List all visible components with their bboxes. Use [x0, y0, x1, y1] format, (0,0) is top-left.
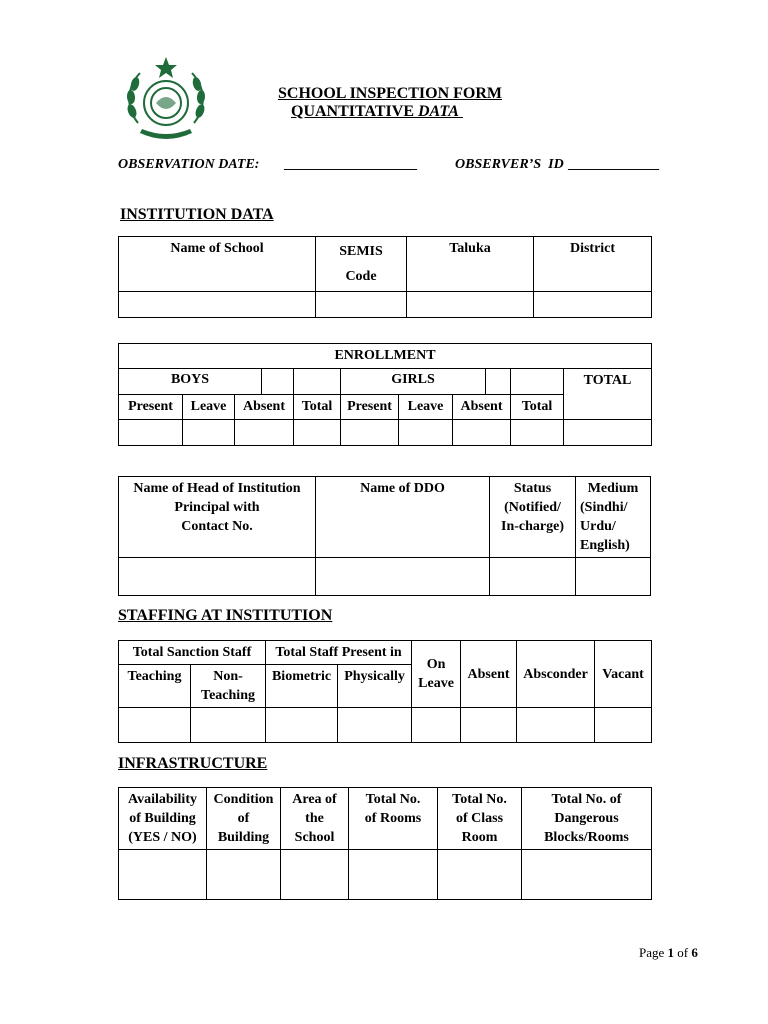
taluka-input[interactable] — [407, 292, 534, 318]
subtitle-italic: DATA — [417, 103, 459, 120]
input-cell[interactable] — [183, 420, 235, 446]
girls-absent: Absent — [453, 395, 511, 420]
medium-line-3: Urdu/ — [580, 519, 616, 534]
input-cell[interactable] — [235, 420, 294, 446]
dangerous-blocks-header — [522, 788, 652, 850]
input-cell[interactable] — [281, 850, 349, 900]
boys-label: BOYS — [119, 369, 262, 394]
availability-header — [119, 788, 207, 850]
on-leave-line-2: Leave — [418, 676, 454, 691]
input-cell[interactable] — [294, 420, 341, 446]
absent-header: Absent — [461, 641, 517, 708]
sindh-government-emblem-icon — [118, 53, 214, 149]
head-institution-table — [118, 476, 651, 596]
medium-input[interactable] — [576, 558, 651, 596]
institution-heading: INSTITUTION DATA — [120, 206, 274, 223]
condition-line-2: of — [237, 811, 250, 826]
head-name-input[interactable] — [119, 558, 316, 596]
form-title: SCHOOL INSPECTION FORM — [278, 85, 503, 102]
enrollment-table — [118, 343, 652, 446]
boys-present: Present — [119, 395, 183, 420]
status-line-3: In-charge) — [501, 519, 564, 534]
dangerous-line-1: Total No. of — [551, 792, 622, 807]
staffing-heading: STAFFING AT INSTITUTION — [118, 607, 333, 624]
medium-line-2: (Sindhi/ — [580, 500, 628, 515]
input-cell[interactable] — [119, 850, 207, 900]
input-cell[interactable] — [341, 420, 399, 446]
input-cell[interactable] — [119, 708, 191, 743]
observation-date-field[interactable]: ___________________ — [284, 157, 417, 172]
header-district: District — [534, 237, 652, 292]
staff-present-header: Total Staff Present in — [266, 641, 412, 665]
ddo-header: Name of DDO — [316, 477, 490, 558]
input-cell[interactable] — [207, 850, 281, 900]
observer-id-label: OBSERVER’S ID — [455, 157, 564, 172]
vacant-header: Vacant — [595, 641, 652, 708]
medium-line-1: Medium — [587, 481, 639, 496]
condition-line-3: Building — [217, 830, 270, 845]
status-line-1: Status — [513, 481, 552, 496]
infrastructure-table — [118, 787, 652, 900]
staffing-table — [118, 640, 652, 743]
status-header — [490, 477, 576, 558]
input-cell[interactable] — [522, 850, 652, 900]
rooms-line-2: of Rooms — [364, 811, 422, 826]
page-number — [639, 945, 698, 961]
availability-line-3: (YES / NO) — [128, 830, 197, 845]
observer-id-field[interactable]: _____________ — [568, 157, 659, 172]
teaching-header: Teaching — [119, 665, 191, 708]
status-line-2: (Notified/ — [504, 500, 561, 515]
input-cell[interactable] — [412, 708, 461, 743]
on-leave-line-1: On — [426, 657, 446, 672]
ddo-name-input[interactable] — [316, 558, 490, 596]
observation-date-label: OBSERVATION DATE: — [118, 157, 260, 172]
status-input[interactable] — [490, 558, 576, 596]
input-cell[interactable] — [461, 708, 517, 743]
input-cell[interactable] — [266, 708, 338, 743]
total-header: TOTAL — [564, 369, 652, 420]
class-room-header — [438, 788, 522, 850]
page-prefix: Page — [639, 945, 668, 960]
infrastructure-heading: INFRASTRUCTURE — [118, 755, 268, 772]
area-line-1: Area of — [292, 792, 337, 807]
form-subtitle — [291, 103, 463, 121]
head-line-1: Name of Head of Institution — [133, 481, 301, 496]
on-leave-header — [412, 641, 461, 708]
code-label: Code — [345, 269, 377, 284]
header-semis-code — [316, 237, 407, 292]
availability-line-1: Availability — [128, 792, 197, 807]
medium-header — [576, 477, 651, 558]
semis-label: SEMIS — [339, 244, 383, 259]
institution-table — [118, 236, 652, 318]
boys-absent: Absent — [235, 395, 294, 420]
rooms-header — [349, 788, 438, 850]
header-taluka: Taluka — [407, 237, 534, 292]
input-cell[interactable] — [349, 850, 438, 900]
input-cell[interactable] — [595, 708, 652, 743]
rooms-line-1: Total No. — [365, 792, 421, 807]
class-room-line-1: Total No. — [452, 792, 507, 807]
semis-code-input[interactable] — [316, 292, 407, 318]
physically-header: Physically — [338, 665, 412, 708]
boys-header — [119, 369, 294, 395]
input-cell[interactable] — [399, 420, 453, 446]
area-header — [281, 788, 349, 850]
page-current: 1 — [667, 945, 675, 960]
input-cell[interactable] — [511, 420, 564, 446]
condition-line-1: Condition — [213, 792, 274, 807]
subtitle-prefix: QUANTITATIVE — [291, 103, 418, 120]
girls-present: Present — [341, 395, 399, 420]
medium-line-4: English) — [580, 538, 630, 553]
head-line-2: Principal with — [174, 500, 260, 515]
input-cell[interactable] — [438, 850, 522, 900]
enrollment-title: ENROLLMENT — [119, 344, 652, 369]
class-room-line-3: Room — [461, 830, 498, 845]
input-cell[interactable] — [338, 708, 412, 743]
boys-blank-cell — [294, 369, 341, 395]
class-room-line-2: of Class — [455, 811, 504, 826]
girls-leave: Leave — [399, 395, 453, 420]
dangerous-line-2: Dangerous — [554, 811, 619, 826]
dangerous-line-3: Blocks/Rooms — [544, 830, 629, 845]
input-cell[interactable] — [191, 708, 266, 743]
non-teaching-line-2: Teaching — [201, 688, 255, 703]
page-total: 6 — [691, 945, 698, 960]
sanction-staff-header: Total Sanction Staff — [119, 641, 266, 665]
girls-label: GIRLS — [341, 369, 486, 394]
area-line-2: the — [305, 811, 324, 826]
header-name-of-school: Name of School — [119, 237, 316, 292]
non-teaching-line-1: Non- — [213, 669, 243, 684]
head-line-3: Contact No. — [181, 519, 253, 534]
school-name-input[interactable] — [119, 292, 316, 318]
input-cell[interactable] — [453, 420, 511, 446]
boys-total: Total — [294, 395, 341, 420]
area-line-3: School — [294, 830, 335, 845]
condition-header — [207, 788, 281, 850]
input-cell[interactable] — [119, 420, 183, 446]
absconder-header: Absconder — [517, 641, 595, 708]
non-teaching-header — [191, 665, 266, 708]
district-input[interactable] — [534, 292, 652, 318]
girls-blank-cell — [511, 369, 564, 395]
page-of: of — [674, 945, 692, 960]
input-cell[interactable] — [564, 420, 652, 446]
girls-header — [341, 369, 511, 395]
availability-line-2: of Building — [129, 811, 196, 826]
observation-row — [118, 157, 678, 173]
input-cell[interactable] — [517, 708, 595, 743]
girls-total: Total — [511, 395, 564, 420]
biometric-header: Biometric — [266, 665, 338, 708]
head-of-institution-header — [119, 477, 316, 558]
boys-leave: Leave — [183, 395, 235, 420]
